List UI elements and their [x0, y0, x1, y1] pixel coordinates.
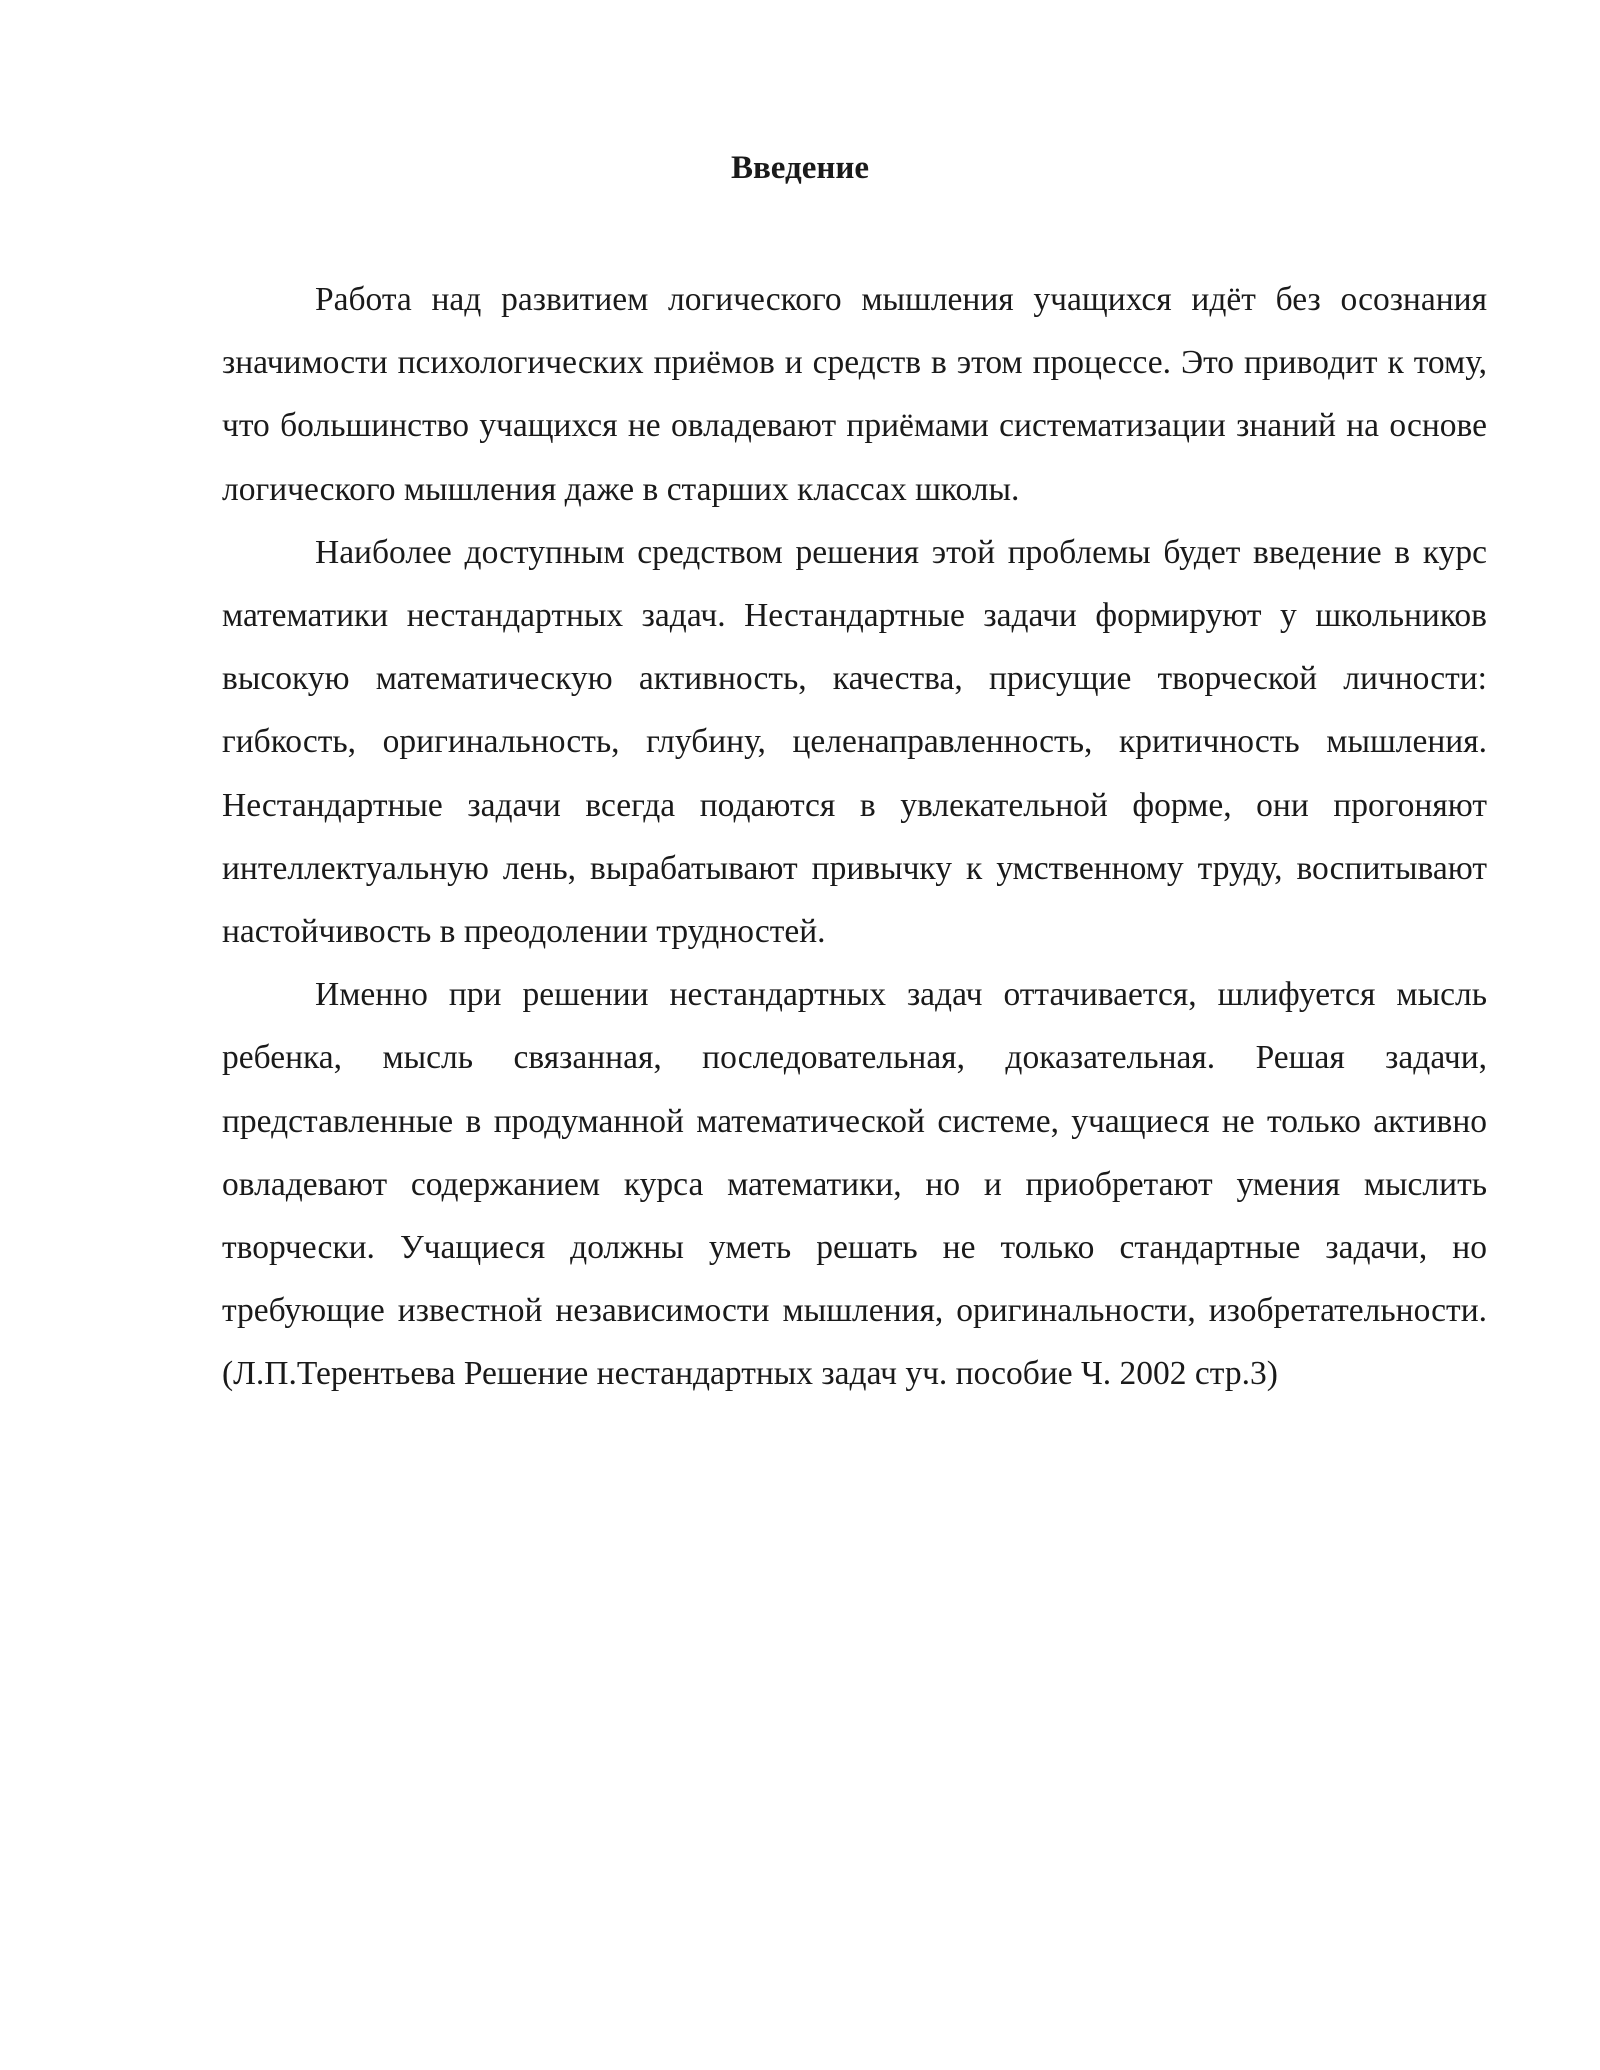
page-title: Введение — [730, 150, 870, 186]
paragraph-2: Наиболее доступным средством решения этой проблемы будет введение в курс математики нестандартных задач. Нестандартные задачи формируют у школьников высокую математическую активность, качества, присущие творческой личности: гибкость, оригинальность, глубину, целенаправленность, критичность мышления. Нестандартные задачи всегда подаются в увлекательной форме, они прогоняют интеллектуальную лень, вырабатывают привычку к умственному труду, воспитывают настойчивость в преодолении трудностей. — [222, 533, 1487, 951]
document-body — [222, 268, 1487, 1406]
paragraph-3: Именно при решении нестандартных задач оттачивается, шлифуется мысль ребенка, мысль связанная, последовательная, доказательная. Решая задачи, представленные в продуманной математической системе, учащиеся не только активно овладевают содержанием курса математики, но и приобретают умения мыслить творчески. Учащиеся должны уметь решать не только стандартные задачи, но требующие известной независимости мышления, оригинальности, изобретательности. (Л.П.Терентьева Решение нестандартных задач уч. пособие Ч. 2002 стр.3) — [222, 976, 1487, 1393]
paragraph-1: Работа над развитием логического мышления учащихся идёт без осознания значимости психологических приёмов и средств в этом процессе. Это приводит к тому, что большинство учащихся не овладевают приёмами систематизации знаний на основе логического мышления даже в старших классах школы. — [222, 281, 1487, 508]
